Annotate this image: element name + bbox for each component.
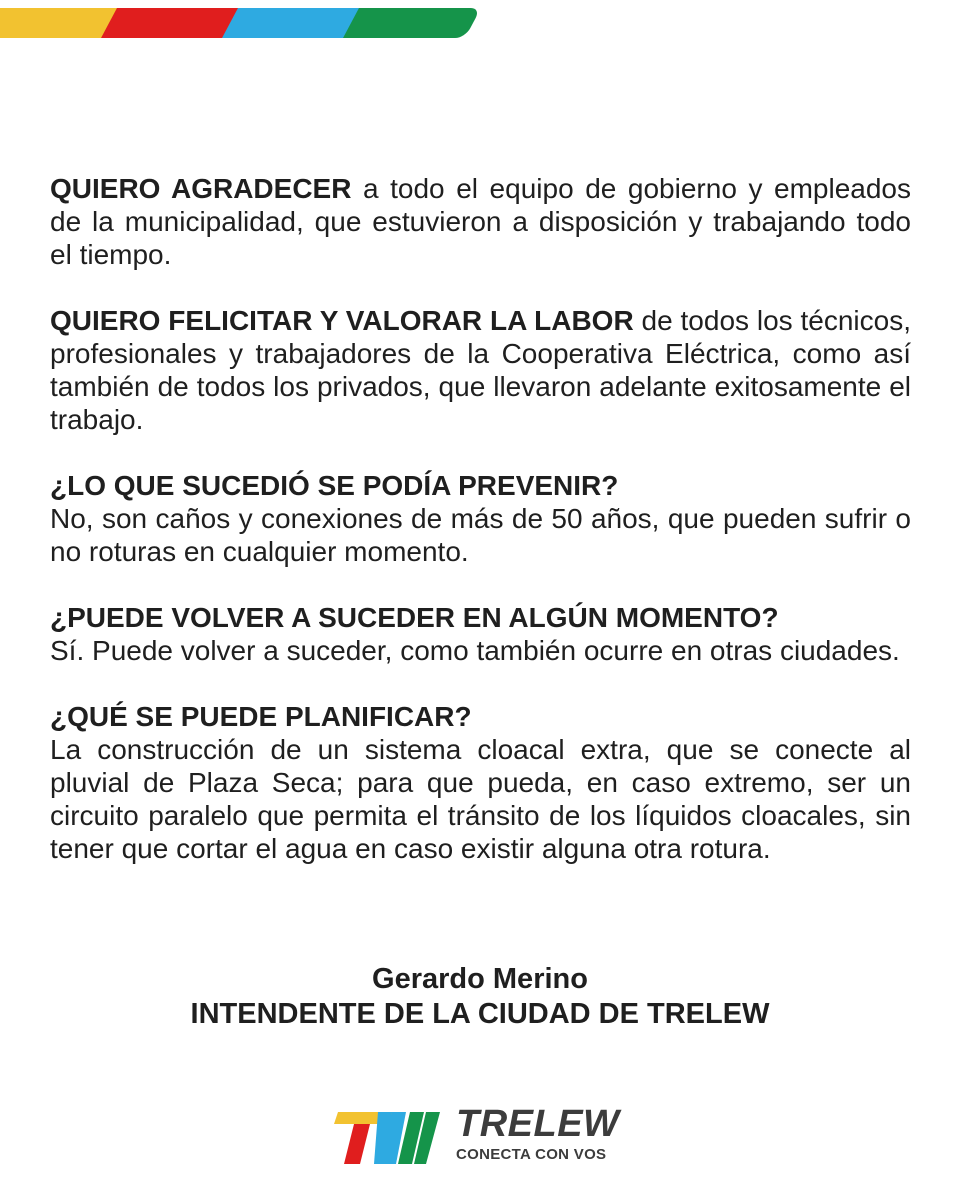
trelew-logo [334,1103,624,1168]
band-green [343,8,481,38]
paragraph-congratulations-heading: QUIERO FELICITAR Y VALORAR LA LABOR [50,305,634,336]
signature [0,962,960,1032]
logo-tagline: CONECTA CON VOS [456,1146,607,1163]
question-planning: ¿QUÉ SE PUEDE PLANIFICAR? [50,701,472,732]
question-recurrence: ¿PUEDE VOLVER A SUCEDER EN ALGÚN MOMENTO? [50,602,779,633]
band-red [101,8,239,38]
qa-planning [50,700,911,865]
logo-name: TRELEW [456,1103,620,1145]
paragraph-congratulations-text: de todos los técnicos, profesionales y trabajadores de la Cooperativa Eléctrica, como así también de todos los privados, que llevaron adelante exitosamente el trabajo. [50,305,912,435]
band-blue [222,8,360,38]
qa-recurrence [50,601,911,667]
paragraph-thanks-heading: QUIERO AGRADECER [50,173,352,204]
paragraph-congratulations [50,304,911,436]
paragraph-thanks-text: a todo el equipo de gobierno y empleados de la municipalidad, que estuvieron a disposición y trabajando todo el tiempo. [50,173,911,270]
signature-name: Gerardo Merino [372,963,588,995]
band-yellow [0,8,118,38]
signature-title: INTENDENTE DE LA CIUDAD DE TRELEW [190,998,770,1030]
logo-text [456,1104,619,1164]
paragraph-thanks [50,172,911,271]
qa-prevention [50,469,911,568]
color-band [0,8,472,38]
statement-body [50,172,911,898]
trelew-tw-logo-icon [334,1108,442,1166]
question-prevention: ¿LO QUE SUCEDIÓ SE PODÍA PREVENIR? [50,470,619,501]
answer-prevention: No, son caños y conexiones de más de 50 años, que pueden sufrir o no roturas en cualquier momento. [50,503,911,567]
answer-planning: La construcción de un sistema cloacal extra, que se conecte al pluvial de Plaza Seca; para que pueda, en caso extremo, ser un circuito paralelo que permita el tránsito de los líquidos cloacales, sin tener que cortar el agua en caso existir alguna otra rotura. [50,734,911,864]
answer-recurrence: Sí. Puede volver a suceder, como también ocurre en otras ciudades. [50,635,900,666]
